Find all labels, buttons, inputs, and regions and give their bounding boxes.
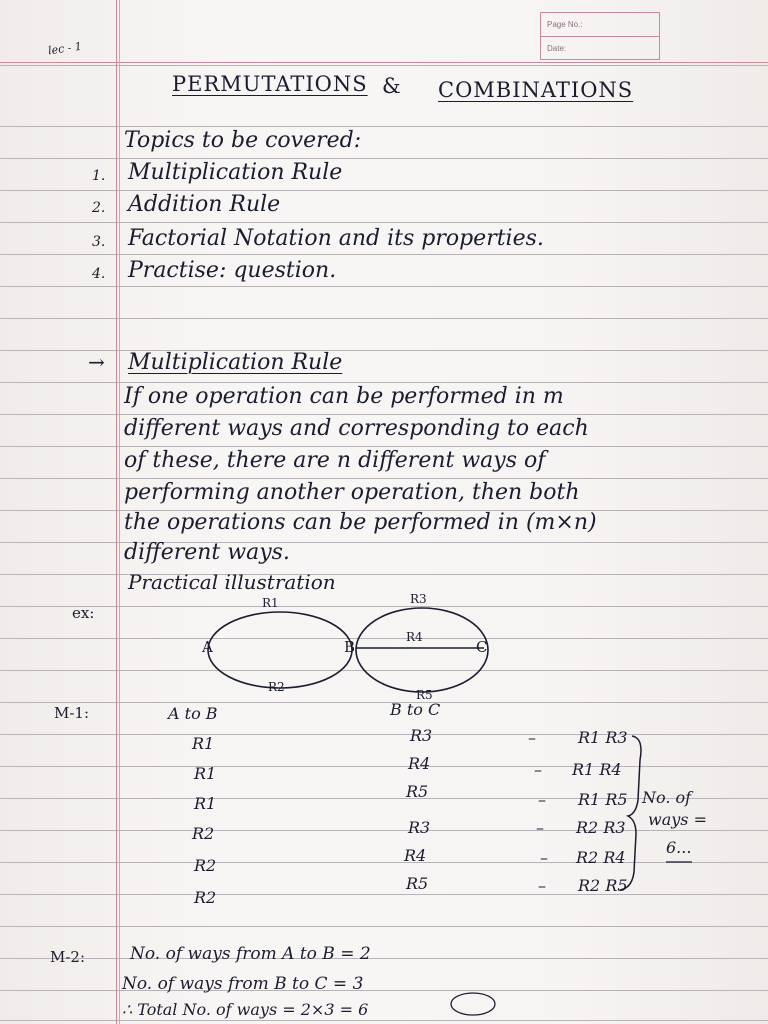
topic-item: Practise: question. <box>128 258 337 283</box>
cell-dash: – <box>540 848 548 867</box>
cell-dash: – <box>528 728 536 747</box>
rule-text-line: of these, there are n different ways of <box>124 448 546 473</box>
topic-number: 1. <box>92 168 106 184</box>
method-2-line: No. of ways from B to C = 3 <box>122 974 364 994</box>
cell-b: R4 <box>404 846 427 865</box>
arrow-icon: → <box>88 350 105 374</box>
cell-dash: – <box>538 876 546 895</box>
rule-text-line: different ways. <box>124 540 290 565</box>
cell-a: R2 <box>194 888 217 907</box>
route-ellipse-b-c <box>356 608 488 692</box>
route-ellipse-a-b <box>208 612 352 688</box>
cell-b: R5 <box>406 782 429 801</box>
brace-total: 6... <box>666 838 692 857</box>
cell-pair: R1 R3 <box>578 728 628 747</box>
cell-a: R2 <box>194 856 217 875</box>
cell-a: R1 <box>194 764 217 783</box>
example-label: ex: <box>72 604 95 622</box>
cell-dash: – <box>538 790 546 809</box>
lecture-label: lec - 1 <box>47 39 83 58</box>
cell-pair: R1 R5 <box>578 790 628 809</box>
section-heading: Multiplication Rule <box>128 350 343 375</box>
topic-number: 3. <box>92 234 106 250</box>
route-label-r4: R4 <box>406 630 423 644</box>
col-head-a-to-b: A to B <box>168 704 218 723</box>
cell-dash: – <box>536 818 544 837</box>
route-label-r3: R3 <box>410 592 427 606</box>
rule-text-line: different ways and corresponding to each <box>124 416 589 441</box>
title-permutations: PERMUTATIONS <box>172 72 368 96</box>
cell-a: R1 <box>194 794 217 813</box>
topics-heading: Topics to be covered: <box>124 128 362 153</box>
method-2-line: No. of ways from A to B = 2 <box>130 944 371 964</box>
topic-item: Addition Rule <box>128 192 281 217</box>
cell-pair: R1 R4 <box>572 760 622 779</box>
node-b: B <box>344 638 356 656</box>
topic-item: Multiplication Rule <box>128 160 343 185</box>
rule-text-line: If one operation can be performed in m <box>124 384 564 409</box>
cell-pair: R2 R4 <box>576 848 626 867</box>
cell-b: R3 <box>410 726 433 745</box>
cell-pair: R2 R5 <box>578 876 628 895</box>
method-1-label: M-1: <box>54 704 90 722</box>
brace-note: ways = <box>648 810 707 829</box>
route-label-r5: R5 <box>416 688 433 702</box>
route-label-r1: R1 <box>262 596 279 610</box>
title-combinations: COMBINATIONS <box>438 78 634 102</box>
page-no-label: Page No.: <box>547 20 583 29</box>
rule-text-line: performing another operation, then both <box>124 480 580 505</box>
cell-pair: R2 R3 <box>576 818 626 837</box>
cell-a: R2 <box>192 824 215 843</box>
cell-b: R3 <box>408 818 431 837</box>
rule-text-line: the operations can be performed in (m×n) <box>124 510 597 535</box>
brace-note: No. of <box>642 788 692 807</box>
method-2-line: ∴ Total No. of ways = 2×3 = 6 <box>122 1000 369 1019</box>
node-a: A <box>202 638 213 656</box>
cell-dash: – <box>534 760 542 779</box>
illustration-heading: Practical illustration <box>128 570 336 594</box>
title-ampersand: & <box>382 74 402 98</box>
topic-number: 2. <box>92 200 106 216</box>
topic-item: Factorial Notation and its properties. <box>128 226 544 251</box>
cell-b: R4 <box>408 754 431 773</box>
node-c: C <box>476 638 488 656</box>
topic-number: 4. <box>92 266 106 282</box>
cell-b: R5 <box>406 874 429 893</box>
date-label: Date: <box>541 36 659 59</box>
route-label-r2: R2 <box>268 680 285 694</box>
col-head-b-to-c: B to C <box>390 700 441 719</box>
method-2-label: M-2: <box>50 948 86 966</box>
cell-a: R1 <box>192 734 215 753</box>
